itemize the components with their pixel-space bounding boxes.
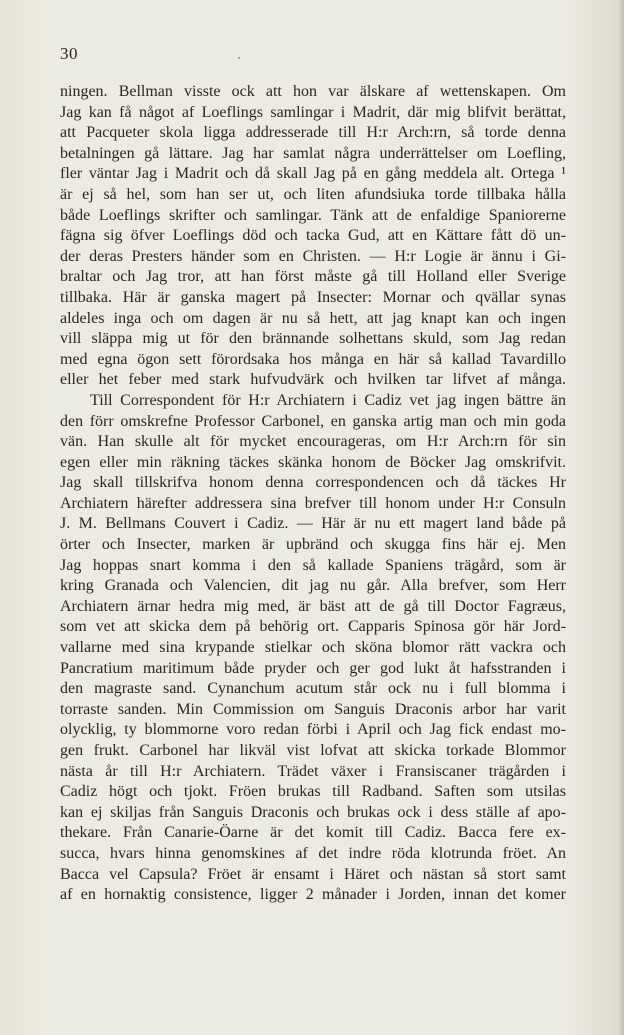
- text-line: gen frukt. Carbonel har likväl vist lofvat att skicka torkade Blommor: [60, 742, 566, 759]
- text-line: fägna sig öfver Loeflings död och tacka Gud, att en Kättare fått dö un-: [60, 227, 566, 245]
- text-line: J. M. Bellmans Couvert i Cadiz. — Här är nu ett magert land både på: [60, 515, 566, 533]
- text-line: den förr omskrefne Professor Carbonel, en ganska artig man och min goda: [60, 412, 566, 430]
- paper-speck: [238, 57, 240, 59]
- text-line: olycklig, ty blommorne voro redan förbi i April och Jag fick endast mo-: [60, 721, 566, 739]
- text-line: aldeles inga och om dagen är nu så hett, att jag knapt kan och ingen: [60, 309, 566, 327]
- text-line: betalningen gå lättare. Jag har samlat några underrättelser om Loefling,: [60, 144, 566, 162]
- text-line: succa, hvars hinna genomskines af det indre röda klotrunda fröet. An: [60, 844, 566, 862]
- text-line: Till Correspondent för H:r Archiatern i Cadiz vet jag ingen bättre än: [90, 391, 566, 409]
- text-line: vallarne med sina krypande stielkar och sköna blomor rätt vackra och: [60, 639, 566, 657]
- text-line: den magraste sand. Cynanchum acutum står ock nu i full blomma i: [60, 680, 566, 698]
- text-line: af en hornaktig consistence, ligger 2 månader i Jorden, innan det komer: [60, 886, 566, 904]
- text-line: vän. Han skulle alt för mycket encourageras, om H:r Arch:rn för sin: [60, 433, 566, 451]
- text-line: torraste sanden. Min Commission om Sanguis Draconis arbor har varit: [60, 700, 566, 718]
- page-edge-shadow: [618, 0, 624, 1035]
- text-line: Jag hoppas snart komma i den så kallade Spaniens trägård, som är: [60, 556, 566, 574]
- text-line: att Pacqueter skola ligga addresserade till H:r Arch:rn, så torde denna: [60, 124, 566, 142]
- text-line: vill släppa mig ut för den brännande solhettans skuld, som Jag redan: [60, 330, 566, 348]
- text-line: braltar och Jag tror, att han först måste gå till Holland eller Sverige: [60, 268, 566, 286]
- text-line: örter och Insecter, marken är upbränd och skugga fins här ej. Men: [60, 536, 566, 554]
- text-line: tillbaka. Här är ganska magert på Insecter: Mornar och qvällar synas: [60, 288, 566, 306]
- text-line: både Loeflings skrifter och samlingar. Tänk att de enfaldige Spaniorerne: [60, 206, 566, 224]
- text-line: är ej så hel, som han ser ut, och liten afundsiuka torde tillbaka hålla: [60, 185, 566, 203]
- text-line: fler väntar Jag i Madrit och då skall Jag på en gång meddela alt. Ortega ¹: [60, 165, 566, 183]
- text-line: Jag skall tillskrifva honom denna correspondencen och då täckes Hr: [60, 474, 566, 492]
- text-line: som vet att skicka dem på behörig ort. Capparis Spinosa gör här Jord-: [60, 618, 566, 636]
- text-line: der deras Presters händer som en Christen. — H:r Logie är ännu i Gi-: [60, 247, 566, 265]
- page-number: 30: [60, 44, 78, 63]
- text-line: kan ej skiljas från Sanguis Draconis och brukas ock i dess ställe af apo-: [60, 803, 566, 821]
- text-line: kring Granada och Valencien, dit jag nu går. Alla brefver, som Herr: [60, 577, 566, 595]
- text-line: Bacca vel Capsula? Fröet är ensamt i Häret och nästan så stort samt: [60, 865, 566, 883]
- text-line: egen eller min räkning täckes skänka honom de Böcker Jag omskrifvit.: [60, 453, 566, 471]
- text-line: nästa år till H:r Archiatern. Trädet växer i Fransiscaner trägården i: [60, 762, 566, 780]
- text-line: Archiatern ärnar hedra mig med, är bäst att de gå till Doctor Fagræus,: [60, 597, 566, 615]
- text-line: Cadiz högt och tjokt. Fröen brukas till Radband. Saften som utsilas: [60, 783, 566, 801]
- text-line: eller het feber med stark hufvudvärk och hvilken tar lifvet af många.: [60, 371, 566, 389]
- text-line: thekare. Från Canarie-Öarne är det komit till Cadiz. Bacca fere ex-: [60, 824, 566, 842]
- body-text: [60, 82, 566, 906]
- text-line: med egna ögon sett förordsaka hos många en här så kallad Tavardillo: [60, 350, 566, 368]
- text-line: Archiatern härefter addressera sina brefver till honom under H:r Consuln: [60, 494, 566, 512]
- text-line: Pancratium maritimum både pryder och ger god lukt åt hafsstranden i: [60, 659, 566, 677]
- text-line: ningen. Bellman visste ock att hon var älskare af wettenskapen. Om: [60, 83, 566, 100]
- text-line: Jag kan få något af Loeflings samlingar i Madrit, där mig blifvit berättat,: [60, 103, 566, 121]
